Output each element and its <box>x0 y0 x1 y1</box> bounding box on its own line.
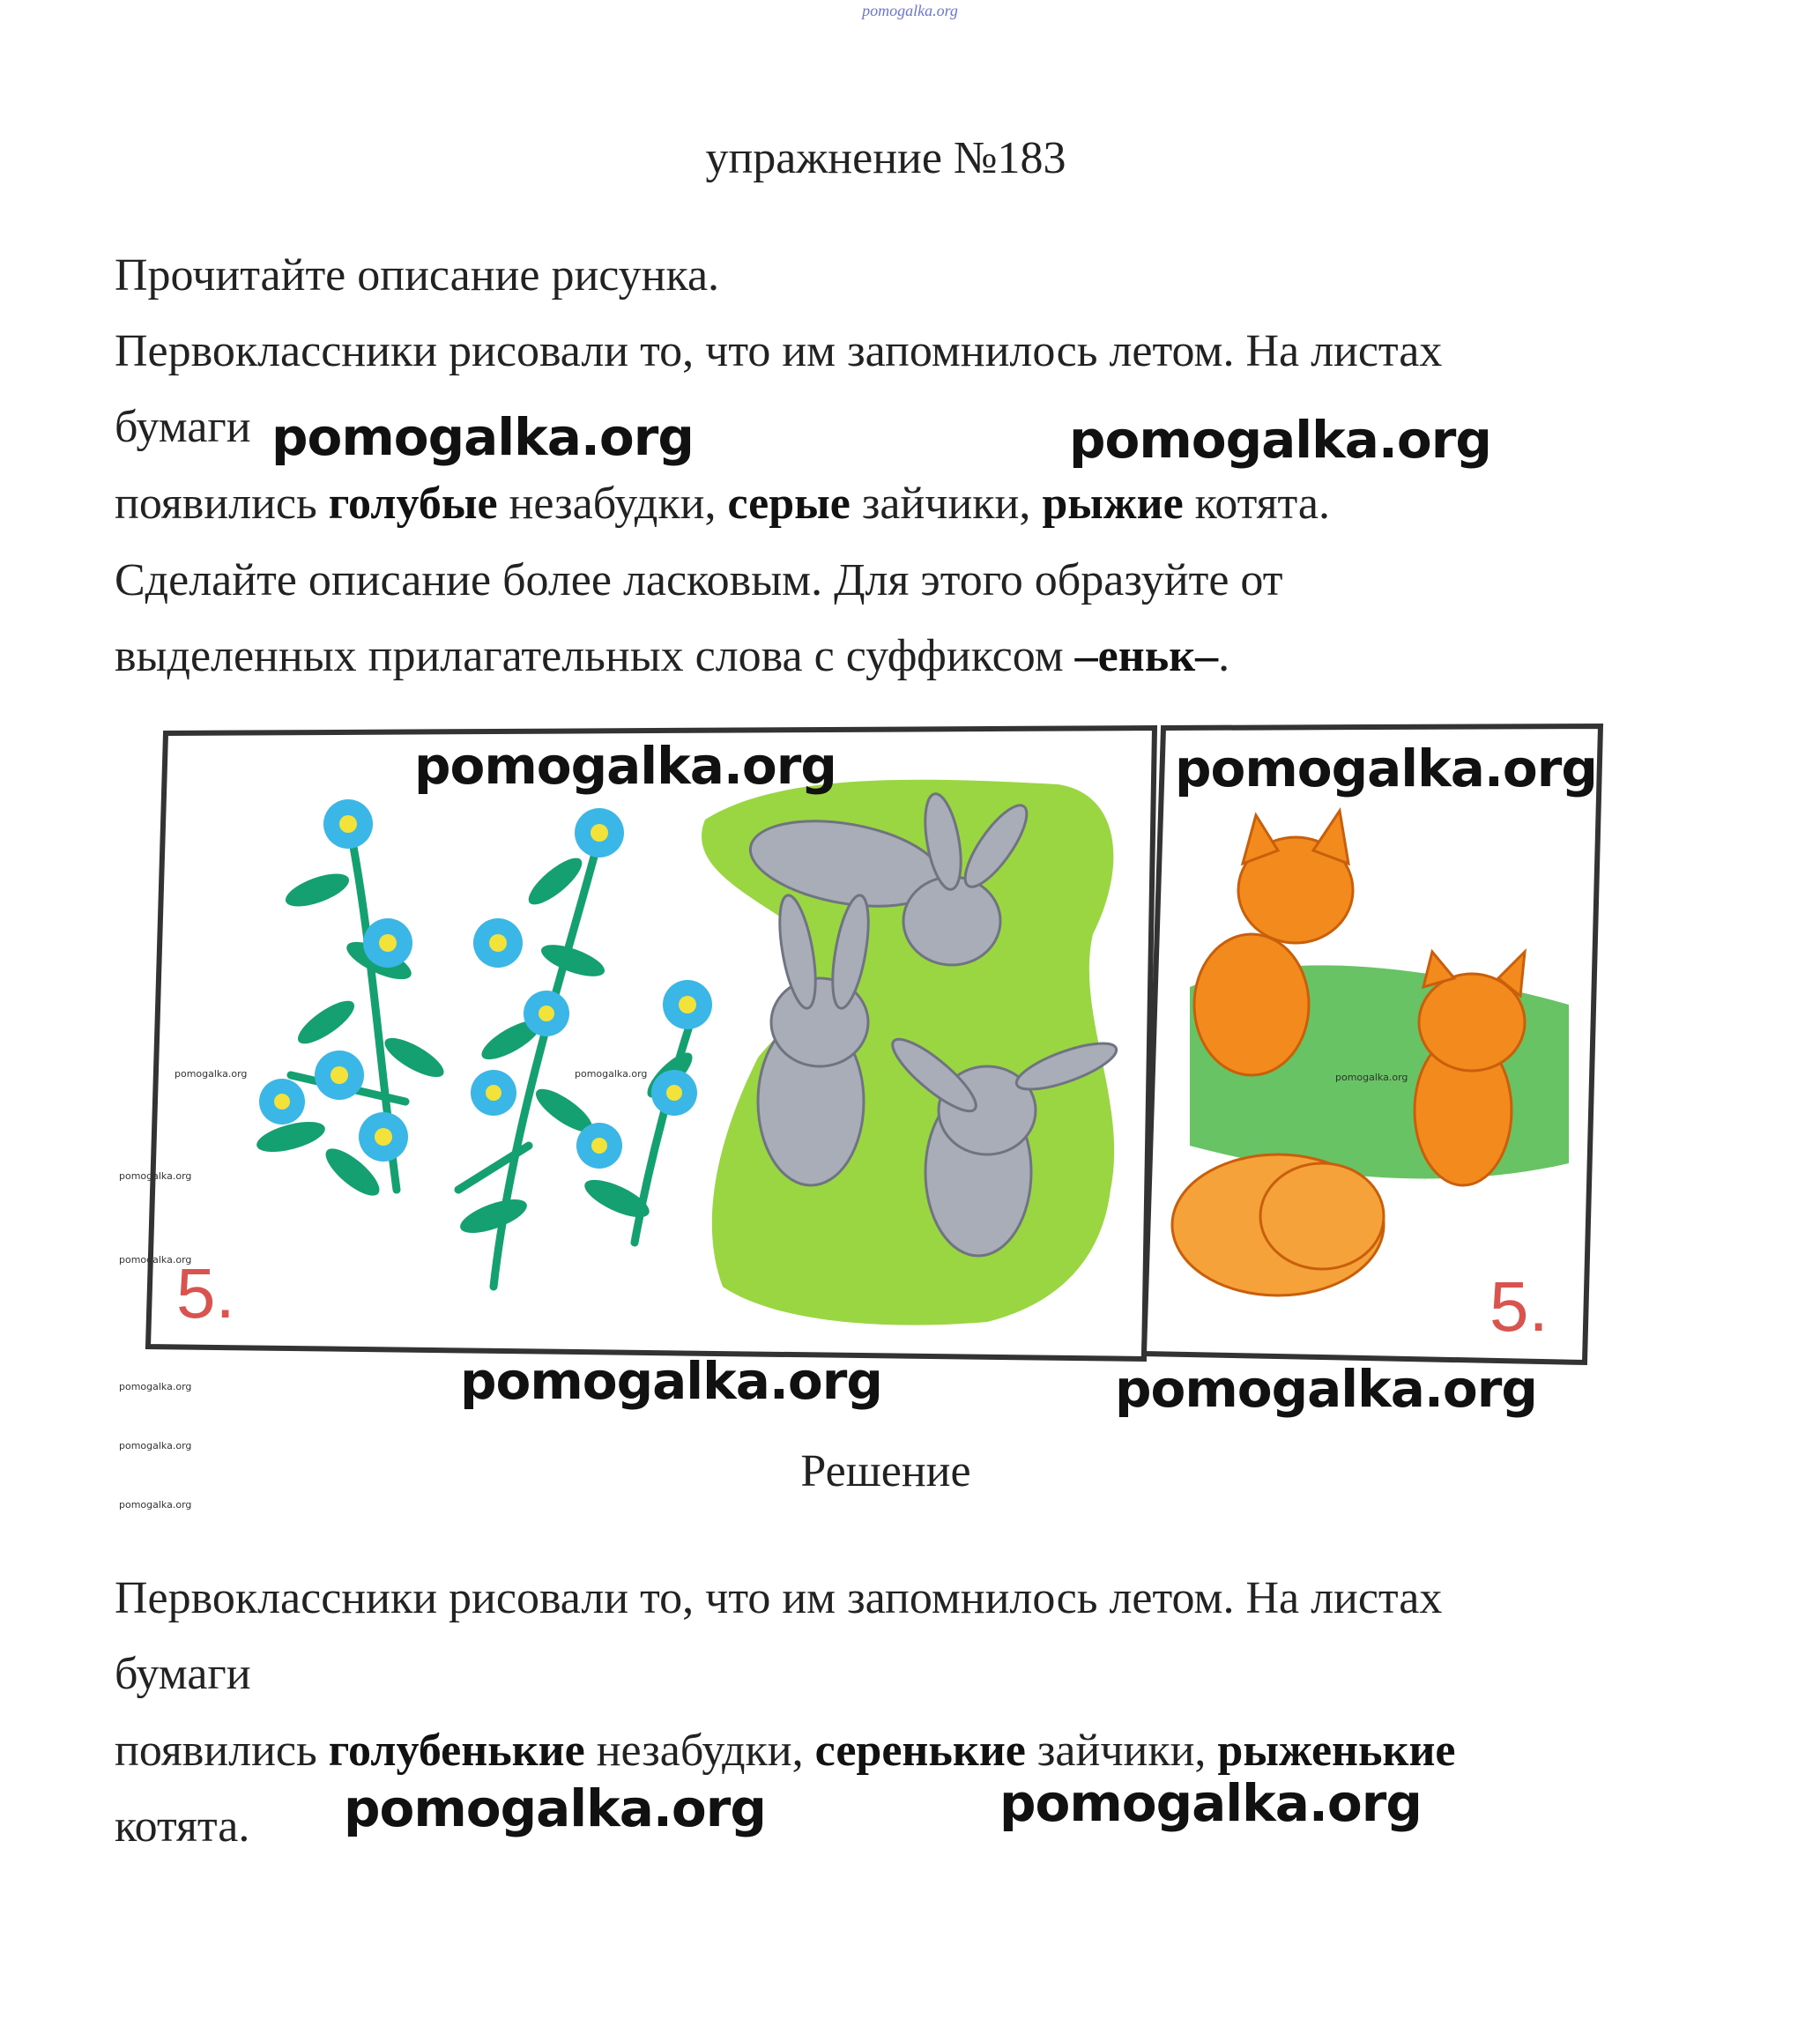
small-watermark: pomogalka.org <box>119 1170 192 1182</box>
right-sheet-number: 5. <box>1489 1267 1549 1346</box>
left-sheet <box>148 728 1155 1359</box>
text-span: незабудки, <box>584 1726 815 1776</box>
watermark: pomogalka.org <box>460 1351 882 1411</box>
task-line-2: Первоклассники рисовали то, что им запомнилось летом. На листах <box>115 326 1443 376</box>
task-line-5: Сделайте описание более ласковым. Для этого образуйте от <box>115 555 1283 605</box>
watermark: pomogalka.org <box>1175 739 1597 798</box>
watermark: pomogalka.org <box>1115 1359 1537 1419</box>
watermark: pomogalka.org <box>414 736 836 796</box>
small-watermark: pomogalka.org <box>119 1254 192 1266</box>
right-sheet <box>1144 726 1601 1362</box>
header-watermark: pomogalka.org <box>862 2 958 19</box>
small-watermark: pomogalka.org <box>575 1068 648 1080</box>
text-span: . <box>1218 631 1230 681</box>
watermark: pomogalka.org <box>999 1773 1422 1833</box>
suffix: –еньк– <box>1074 631 1219 681</box>
answer-line-2: бумаги <box>115 1649 251 1699</box>
text-span: выделенных прилагательных слова с суффиксом <box>115 631 1075 681</box>
small-watermark: pomogalka.org <box>119 1381 192 1392</box>
small-watermark: pomogalka.org <box>119 1440 192 1451</box>
answer-line-3 <box>115 1726 1456 1777</box>
watermark: pomogalka.org <box>271 407 694 467</box>
solution-heading: Решение <box>800 1446 971 1496</box>
bold-word-ginger: рыженькие <box>1217 1726 1456 1776</box>
exercise-title: упражнение №183 <box>705 133 1066 183</box>
left-sheet-number: 5. <box>176 1254 235 1332</box>
small-watermark: pomogalka.org <box>1335 1072 1408 1083</box>
watermark: pomogalka.org <box>344 1778 766 1838</box>
bold-word-blue: голубые <box>328 479 498 529</box>
text-span: зайчики, <box>850 479 1043 529</box>
answer-line-4: котята. <box>115 1801 250 1852</box>
bold-word-blue: голубенькие <box>328 1726 585 1776</box>
answer-line-1: Первоклассники рисовали то, что им запомнилось летом. На листах <box>115 1573 1443 1623</box>
task-line-1: Прочитайте описание рисунка. <box>115 250 720 301</box>
task-line-3: бумаги <box>115 402 251 452</box>
bold-word-grey: серые <box>727 479 851 529</box>
text-span: зайчики, <box>1025 1726 1218 1776</box>
text-span: незабудки, <box>497 479 728 529</box>
text-span: появились <box>115 479 329 529</box>
text-span: появились <box>115 1726 329 1776</box>
small-watermark: pomogalka.org <box>175 1068 248 1080</box>
bold-word-grey: серенькие <box>814 1726 1026 1776</box>
text-span: котята. <box>1183 479 1330 529</box>
watermark: pomogalka.org <box>1069 410 1491 470</box>
bold-word-ginger: рыжие <box>1042 479 1184 529</box>
small-watermark: pomogalka.org <box>119 1499 192 1511</box>
